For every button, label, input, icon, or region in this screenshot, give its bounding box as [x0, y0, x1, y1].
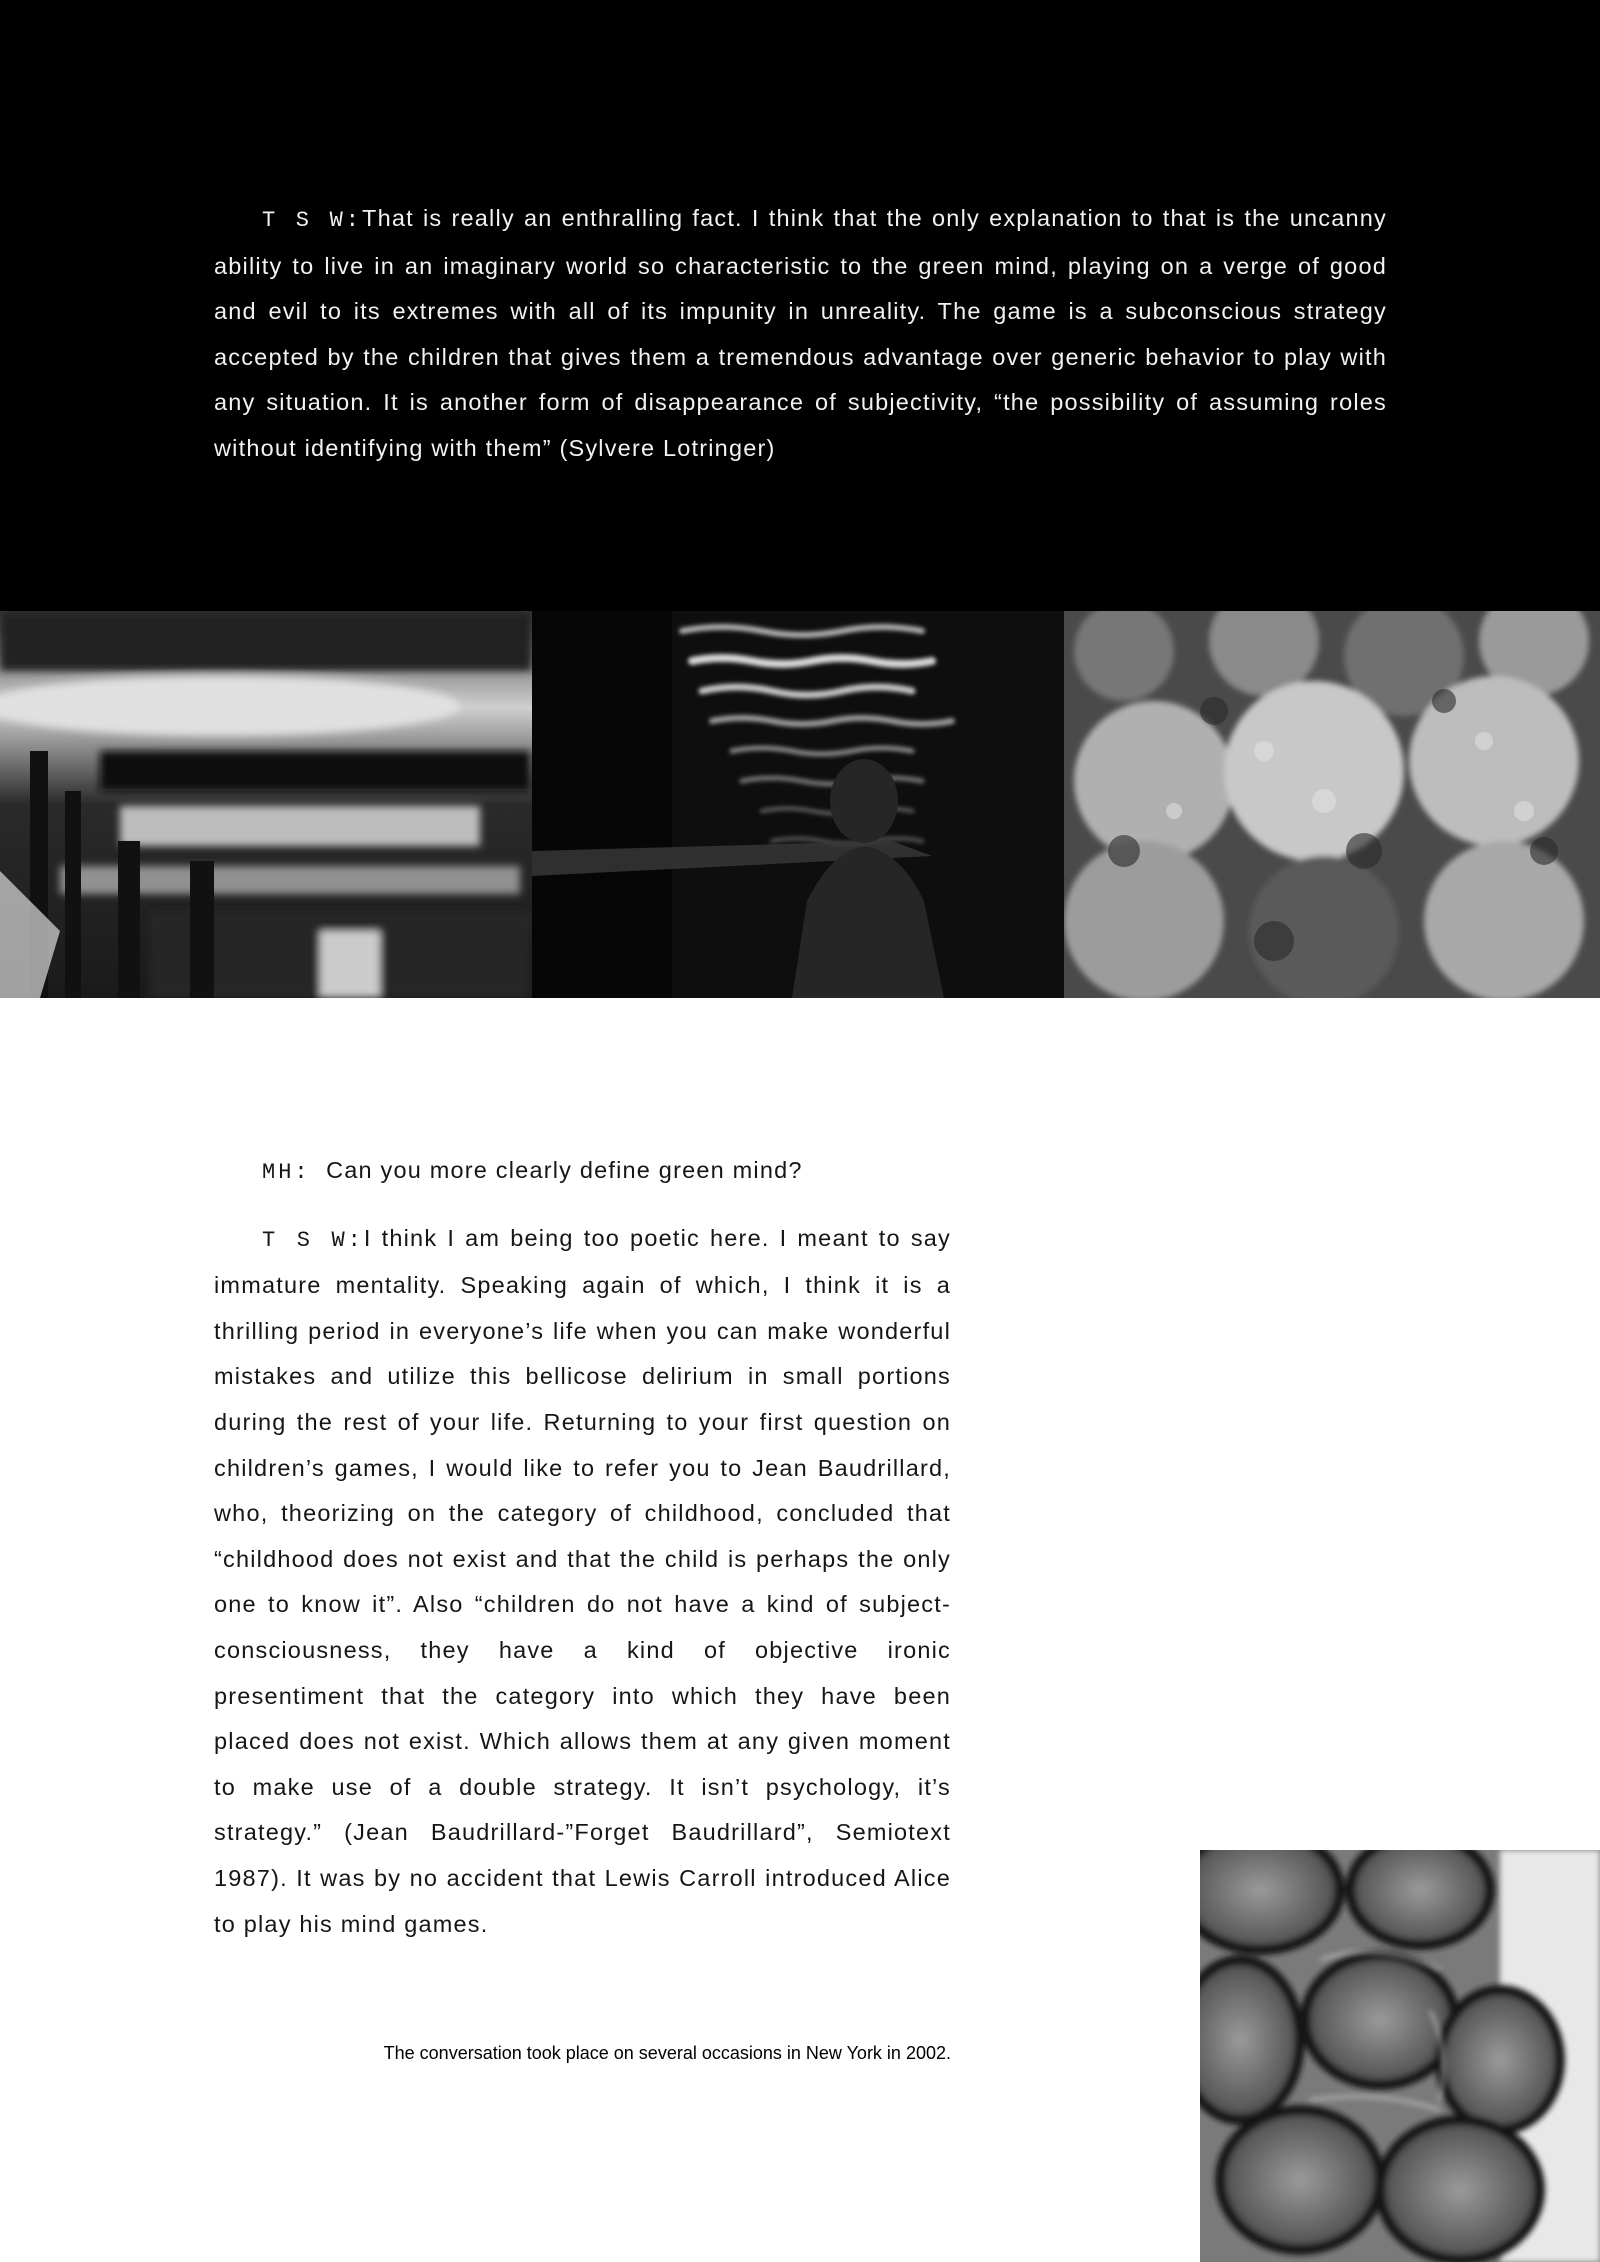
top-interview-block — [214, 196, 1387, 472]
dock-photo — [0, 611, 532, 998]
speaker-label: T S W: — [262, 208, 363, 233]
answer-text-bottom: I think I am being too poetic here. I meant to say immature mentality. Speaking again of which, I think it is a thrilling period in everyone’s life when you can make wonderful mistakes and utilize this bellicose delirium in small portions during the rest of your life. Returning to your first question on children’s games, I would like to refer you to Jean Baudrillard, who, theorizing on the category of childhood, concluded that “childhood does not exist and that the child is perhaps the only one to know it”. Also “children do not have a kind of subject-consciousness, they have a kind of objective ironic presentiment that the category into which they have been placed does not exist. Which allows them at any given moment to make use of a double strategy. It isn’t psychology, it’s strategy.” (Jean Baudrillard-”Forget Baudrillard”, Semiotext 1987). It was by no accident that Lewis Carroll introduced Alice to play his mind games. — [214, 1224, 951, 1937]
figure-water-photo — [532, 611, 1064, 998]
question-text: Can you more clearly define green mind? — [326, 1157, 803, 1183]
footnote: The conversation took place on several occasions in New York in 2002. — [383, 2043, 951, 2063]
bottom-interview-block — [214, 1148, 951, 1947]
answer-text: That is really an enthralling fact. I think that the only explanation to that is the uncanny ability to live in an imaginary world so characteristic to the green mind, playing on a verge of good and evil to its extremes with all of its impunity in unreality. The game is a subconscious strategy accepted by the children that gives them a tremendous advantage over generic behavior to play with any situation. It is another form of disappearance of subjectivity, “the possibility of assuming roles without identifying with them” (Sylvere Lotringer) — [214, 205, 1387, 461]
answer-paragraph-bottom — [214, 1216, 951, 1948]
answer-paragraph-top — [214, 196, 1387, 472]
question-paragraph — [214, 1148, 951, 1196]
photo-strip — [0, 611, 1600, 998]
speaker-label-mh: MH: — [262, 1160, 311, 1185]
speaker-label-tsw: T S W: — [262, 1227, 364, 1253]
trees-photo — [1064, 611, 1600, 998]
cell-texture-photo — [1200, 1850, 1600, 2262]
